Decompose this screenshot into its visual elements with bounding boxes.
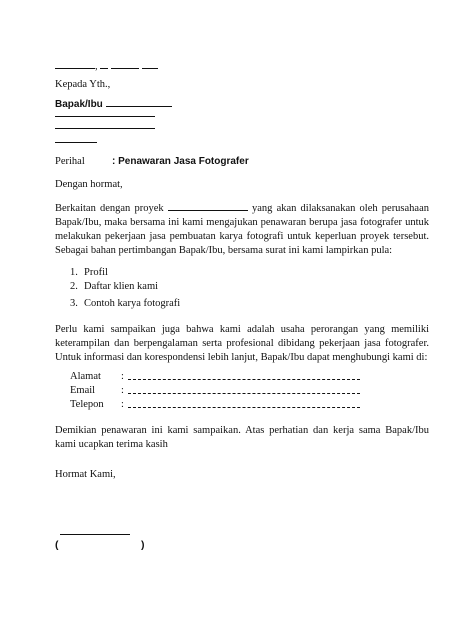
intro-part1: Berkaitan dengan proyek	[55, 203, 164, 214]
signature-close-paren: )	[141, 539, 145, 551]
project-blank	[168, 200, 248, 211]
email-dotted-line	[128, 384, 360, 394]
contact-row-phone: Telepon :	[0, 398, 474, 412]
recipient-title-line	[55, 96, 172, 112]
list-item: 2. Daftar klien kami	[70, 281, 159, 292]
contact-row-email: Email :	[0, 384, 474, 398]
date-line	[55, 58, 158, 74]
address-dotted-line	[128, 370, 360, 380]
address-blank-3	[55, 142, 97, 143]
subject-line	[55, 155, 249, 169]
address-blank-1	[55, 116, 155, 117]
date-separator: ,	[95, 61, 98, 72]
description-paragraph: Perlu kami sampaikan juga bahwa kami adalah usaha perorangan yang memiliki keterampilan dan berpengalaman serta profesional dibidang pekerjaan jasa fotografer. Untuk informasi dan korespondensi lebih lanjut, Bapak/Ibu dapat menghubungi kami di:	[55, 324, 429, 363]
closing-paragraph: Demikian penawaran ini kami sampaikan. Atas perhatian dan kerja sama Bapak/Ibu kami ucapkan terima kasih	[55, 425, 429, 450]
subject-value: : Penawaran Jasa Fotografer	[112, 156, 249, 167]
signature-line	[60, 534, 130, 535]
list-item: 3. Contoh karya fotografi	[70, 298, 181, 309]
intro-part2: yang akan dilaksanakan oleh perusahaan Bapak/Ibu, maka bersama ini kami mengajukan penawaran berupa jasa fotografer untuk melakukan pekerjaan jasa pembuatan karya fotografi untuk keperluan proyek tersebut. Sebagai bahan pertimbangan Bapak/Ibu, bersama surat ini kami lampirkan pula:	[55, 203, 430, 256]
signature-open-paren: (	[55, 539, 59, 551]
intro-paragraph	[55, 200, 429, 258]
phone-dotted-line	[128, 398, 360, 408]
day-blank	[100, 58, 108, 69]
list-item: 1. Profil	[70, 267, 108, 278]
recipient-title: Bapak/Ibu	[55, 99, 103, 110]
year-blank	[142, 58, 158, 69]
recipient-name-blank	[106, 96, 172, 107]
greeting-to: Kepada Yth.,	[55, 79, 111, 90]
city-blank	[55, 58, 95, 69]
subject-label: Perihal	[55, 156, 85, 167]
contact-row-address: Alamat :	[0, 370, 474, 384]
address-blank-2	[55, 128, 155, 129]
sign-off: Hormat Kami,	[55, 469, 116, 480]
salutation: Dengan hormat,	[55, 179, 123, 190]
month-blank	[111, 58, 139, 69]
